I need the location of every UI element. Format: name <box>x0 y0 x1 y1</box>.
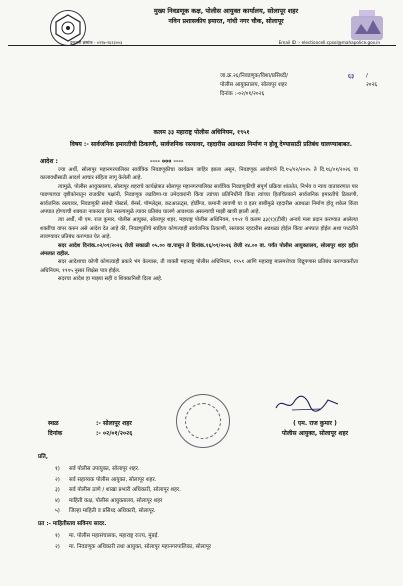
phone-number: दुरध्वनी क्रमांक - ०२१७-२६२३००३ <box>70 40 123 45</box>
ref-number-prefix: जा.क्र.२६/निवडणूक/विशा/प्रसिध्दी/ <box>220 73 288 79</box>
header-divider <box>8 45 396 46</box>
list-item: १) सर्व पोलीस उपायुक्त, सोलापूर शहर. <box>55 466 140 472</box>
list-item: ३) सर्व पोलीस ठाणे / शाखा प्रभारी अधिकारी, सोलापूर शहर. <box>55 487 181 493</box>
order-divider: ---- ००० ---- <box>150 158 184 165</box>
date-value: :- ०२/०१/२०२६ <box>96 430 133 437</box>
list-item: ५) जिल्हा माहिती व प्रसिध्द अधिकारी, सोलापूर. <box>55 508 156 514</box>
list-item: ४) माहिती कक्ष, पोलीस आयुक्तालय, सोलापूर शहर <box>55 497 163 504</box>
copy-to-list <box>55 464 181 517</box>
paragraph-therefore: त्या अर्थी, मी एम. राज कुमार, पोलीस आयुक्त, सोलापूर शहर, महाराष्ट्र पोलीस अधिनियम, १९५१ चे कलम ३३(१)(टीबी) अन्वये मला प्रदान करण्यात आलेल्या शक्तींचा वापर करुन असे आदेश देत आहे की, निवडणूकीचे साहित्य कोणत्याही सार्वजनिक ठिकाणी, रस्त्यावर रहदारीस अडथळा होईल किंवा अपघात होईल अशा पध्दतीने लावण्यावर प्रतिबंध करण्यात येत आहे. <box>40 217 358 241</box>
paragraph-whereas: ज्या अर्थी, सोलापूर महानगरपालिका सार्वत्रिक निवडणूकीचा कार्यक्रम जाहिर झाला असून, निवडणूक आयोगाने दि.१५/१२/२०२५ ते दि.१६/०१/२०२६ या कालावधीसाठी आदर्श आचार संहिता लागू केलेली आहे. <box>40 167 358 182</box>
officer-title: पोलीस आयुक्त, सोलापूर शहर <box>281 430 349 437</box>
subject-line: विषय :- सार्वजनिक इमारतीची ठिकाणी, सार्वजनिक रस्त्यावर, रहदारीस अडथळा निर्माण न होवू देण्यासाठी प्रतिबंध घालण्याबाबत. <box>70 141 352 148</box>
ref-number-suffix: /२०२६ <box>366 73 378 88</box>
place-label: स्थळ <box>48 420 59 427</box>
place-date-block <box>48 419 132 439</box>
paragraph-reason: त्यामुळे, पोलीस आयुक्तालय, सोलापूर शहराचे कार्यक्षेत्रात सोलापूर महानगरपालिका सार्वत्रिक निवडणूकीची संपूर्ण प्रक्रिया शांततेत, निर्भय व न्याय वातावरणात पार पाडण्याच्या दृष्टीकोनातून राजकीय पक्षांनी, निवडणूक लढविणा-या उमेदवारांनी किंवा त्यांच्या प्रतिनिधींनी किंवा त्यांच्या हितचिंतकाने सार्वजनिक इमारतीचे ठिकाणी, सार्वजनिक रस्त्यावर, निवडणूकी संबंधी पोस्टर्स, बॅनर्स, पॉम्प्लेट्स, कटआऊट्स, होर्डींग्ज, कमानी लावणी या व इतर बाबींमुळे रहदारीस अडथळा निर्माण होवू शकेल किंवा अपघात होण्याची शक्यता नाकारता येत नसल्यामुळे त्यावर प्रतिबंध घालणे आवश्यक असल्याची माझी खात्री झाली आहे. <box>40 183 358 216</box>
ref-handwritten-number: ६३ <box>347 73 355 80</box>
paragraph-duration: सदर आदेश दिनांक.०२/०१/२०२६ रोजी सकाळी ०५.०० वा.पासुन ते दिनांक.१६/०१/२०२६ रोजी २४.०० वा. पर्यंत पोलीस आयुक्तालय, सोलापूर शहर हद्दीत अंमलात राहील. <box>40 242 358 258</box>
ref-date: दिनांक :-०२/०१/२०२६ <box>220 91 265 97</box>
official-seal-icon <box>176 394 230 448</box>
paragraph-penalty: सदर आदेशाचा कोणी कोणत्याही प्रकारे भंग केल्यास, ती व्यक्ती महाराष्ट्र पोलीस अधिनियम, १९५१ आणि महाराष्ट्र मालमत्तेच्या विद्रुपणास प्रतिबंध करण्याकरीता अधिनियम, १९९५ नुसार शिक्षेस पात्र होईल. <box>40 259 358 274</box>
signature-icon <box>272 392 342 414</box>
info-copy-list <box>55 531 211 552</box>
signing-officer <box>250 419 380 439</box>
place-value: :- सोलापूर शहर <box>96 420 132 427</box>
act-heading: कलम ३३ महाराष्ट्र पोलीस अधिनियम, १९५१ <box>153 129 250 136</box>
copy-to-label: प्रति, <box>38 454 48 460</box>
list-item: २) सर्व सहाय्यक पोलीस आयुक्त, सोलापूर शहर. <box>55 476 157 483</box>
officer-name: ( एम. राज कुमार ) <box>293 420 337 427</box>
info-copy-label: प्रत :- माहितीस्तव सविनय सादर. <box>38 521 107 527</box>
paragraph-seal: सदरचा आदेश हा माझ्या सही व शिक्कानिशी दिला आहे. <box>58 276 163 283</box>
letterhead <box>10 4 393 66</box>
email-address: Email ID :- electioncell.cpsol@mahapolice.gov.in <box>278 40 380 45</box>
list-item: २) मा. निवडणूक अधिकारी तथा आयुक्त, सोलापूर महानगरपालिका, सोलापूर <box>55 543 212 550</box>
letterhead-title: मुख्य निवडणूक कक्ष, पोलीस आयुक्त कार्यालय, सोलापूर शहर <box>153 7 299 15</box>
reference-block <box>220 72 378 99</box>
list-item: १) मा. पोलीस महासंचालक, महाराष्ट्र राज्य, मुंबई. <box>55 533 159 539</box>
ref-office: पोलीस आयुक्तालय, सोलापूर शहर <box>220 82 287 88</box>
order-body <box>40 166 358 284</box>
order-label: आदेश : <box>40 158 58 165</box>
letterhead-subtitle: नविन प्रशासकीय इमारत, गांधी नगर चौक, सोलापूर <box>168 18 284 25</box>
date-label: दिनांक <box>48 430 63 437</box>
